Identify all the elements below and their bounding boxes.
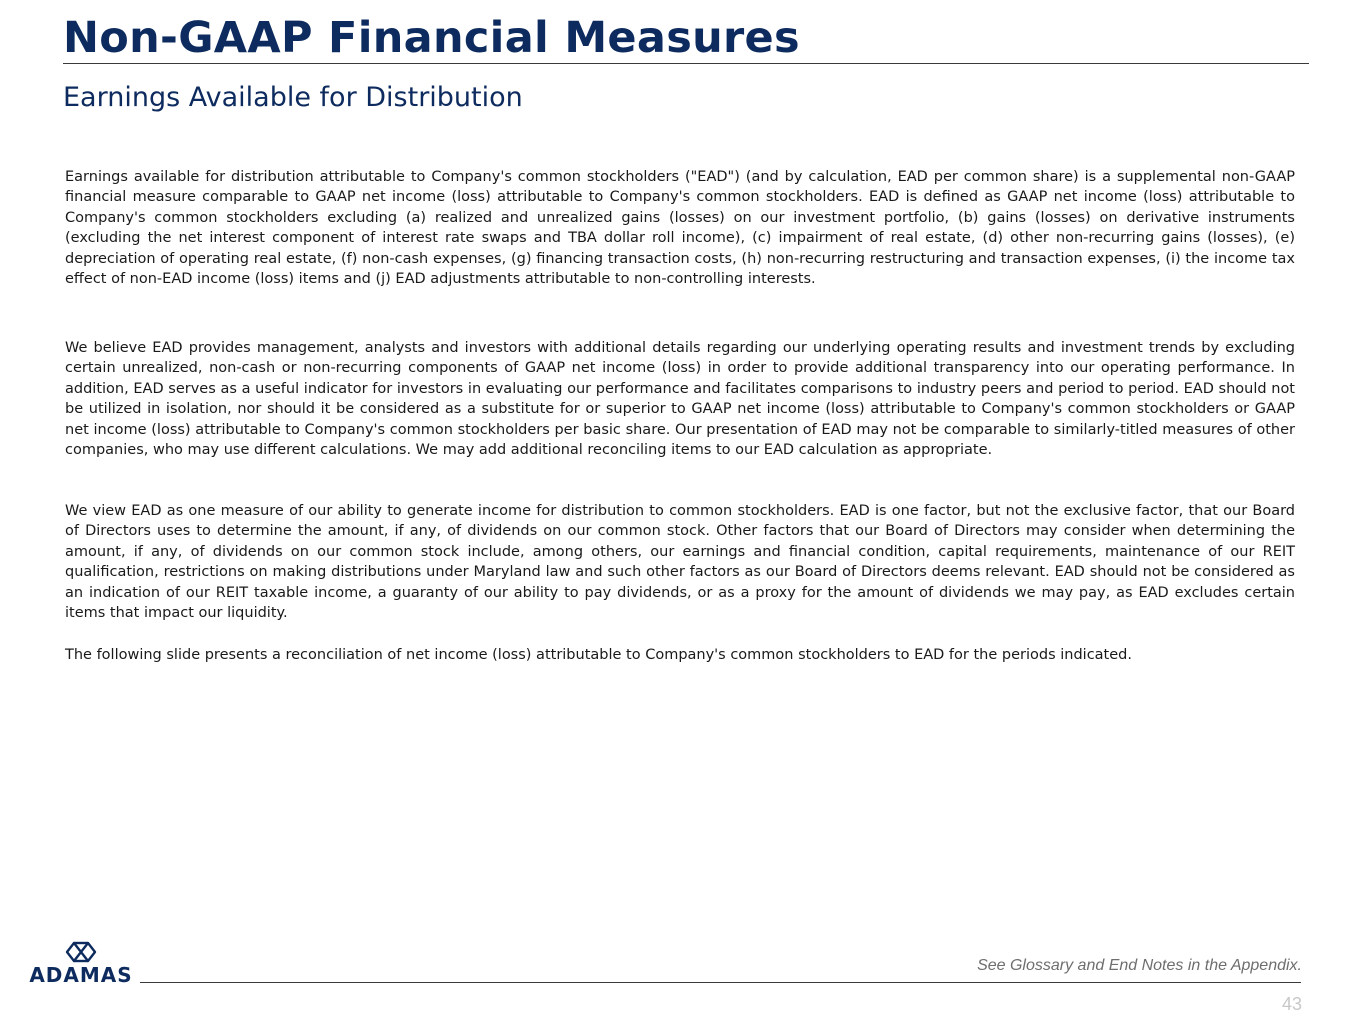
adamas-knot-icon	[63, 938, 99, 966]
logo-wordmark: ADAMAS	[29, 963, 133, 987]
page-subtitle: Earnings Available for Distribution	[63, 82, 523, 113]
footer-divider	[140, 982, 1301, 983]
page-title: Non-GAAP Financial Measures	[63, 13, 800, 63]
footer-note: See Glossary and End Notes in the Appendix.	[977, 957, 1302, 974]
company-logo	[26, 938, 136, 990]
title-divider	[63, 63, 1309, 64]
body-paragraph-ead-rationale: We believe EAD provides management, analysts and investors with additional details regarding our underlying operating results and investment trends by excluding certain unrealized, non-cash or non-recurring components of GAAP net income (loss) in order to provide additional transparency into our operating performance. In addition, EAD serves as a useful indicator for investors in evaluating our performance and facilitates comparisons to industry peers and period to period. EAD should not be utilized in isolation, nor should it be considered as a substitute for or superior to GAAP net income (loss) attributable to Company's common stockholders or GAAP net income (loss) attributable to Company's common stockholders per basic share. Our presentation of EAD may not be comparable to similarly-titled measures of other companies, who may use different calculations. We may add additional reconciling items to our EAD calculation as appropriate.	[65, 340, 1295, 459]
body-paragraph-ead-dividends: We view EAD as one measure of our ability to generate income for distribution to common stockholders. EAD is one factor, but not the exclusive factor, that our Board of Directors uses to determine the amount, if any, of dividends on our common stock. Other factors that our Board of Directors may consider when determining the amount, if any, of dividends on our common stock include, among others, our earnings and financial condition, capital requirements, maintenance of our REIT qualification, restrictions on making distributions under Maryland law and such other factors as our Board of Directors deems relevant. EAD should not be considered as an indication of our REIT taxable income, a guaranty of our ability to pay dividends, or as a proxy for the amount of dividends we may pay, as EAD excludes certain items that impact our liquidity.	[65, 503, 1295, 622]
body-paragraph-ead-definition: Earnings available for distribution attributable to Company's common stockholders ("EAD") (and by calculation, EAD per common share) is a supplemental non-GAAP financial measure comparable to GAAP net income (loss) attributable to Company's common stockholders. EAD is defined as GAAP net income (loss) attributable to Company's common stockholders excluding (a) realized and unrealized gains (losses) on our investment portfolio, (b) gains (losses) on derivative instruments (excluding the net interest component of interest rate swaps and TBA dollar roll income), (c) impairment of real estate, (d) other non-recurring gains (losses), (e) depreciation of operating real estate, (f) non-cash expenses, (g) financing transaction costs, (h) non-recurring restructuring and transaction expenses, (i) the income tax effect of non-EAD income (loss) items and (j) EAD adjustments attributable to non-controlling interests.	[65, 169, 1295, 288]
page-number: 43	[1281, 994, 1302, 1014]
body-paragraph-reconciliation-note: The following slide presents a reconciliation of net income (loss) attributable to Company's common stockholders to EAD for the periods indicated.	[65, 647, 1132, 663]
